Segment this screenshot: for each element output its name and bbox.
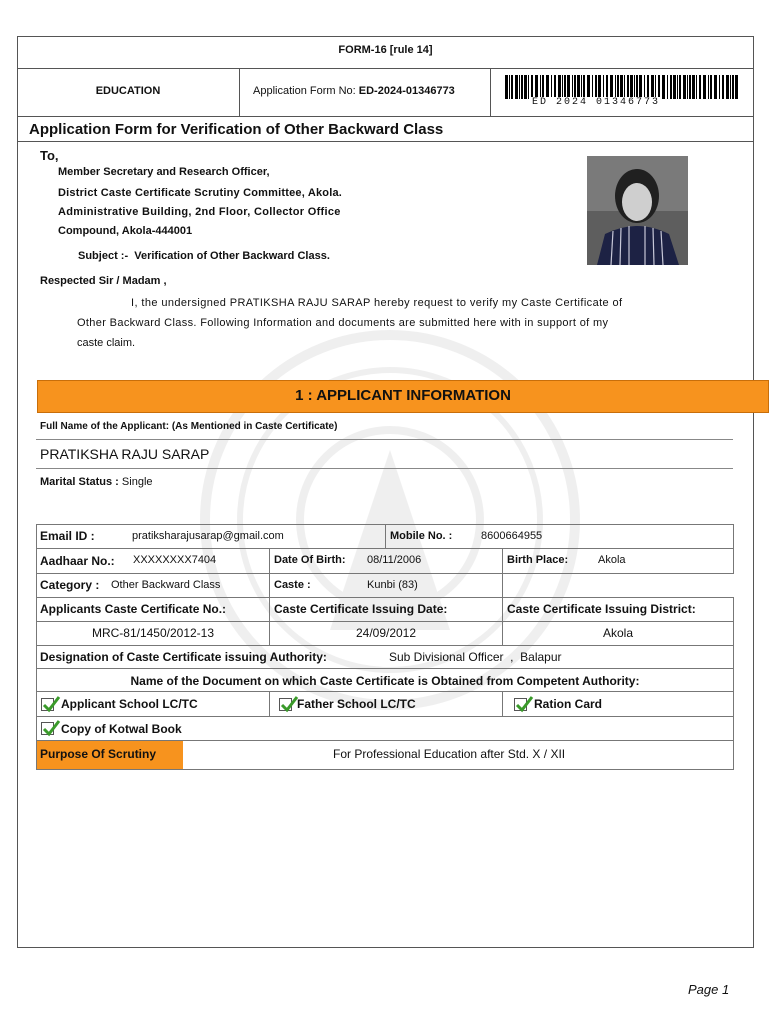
barcode-bar [615,75,616,99]
purpose-value: For Professional Education after Std. X / XII [333,747,566,761]
address-line-1: Member Secretary and Research Officer, [58,166,270,178]
address-line-2: District Caste Certificate Scrutiny Committee, Akola. [58,187,343,199]
barcode-bar [577,75,580,99]
documents-heading: Name of the Document on which Caste Certificate is Obtained from Competent Authority: [130,674,640,688]
aadhaar-label: Aadhaar No.: [40,554,115,568]
page-title: Application Form for Verification of Other Backward Class [29,121,444,138]
applicant-photo [587,156,688,265]
document-label-4: Copy of Kotwal Book [61,722,182,736]
barcode-bar [699,75,701,99]
barcode-bar [524,75,527,99]
ration-card-checkbox[interactable] [514,698,527,711]
aadhaar-value: XXXXXXXX7404 [133,554,217,566]
cert-date-value: 24/09/2012 [355,626,417,640]
document-label-2: Father School LC/TC [297,697,416,711]
marital-status-label: Marital Status : [40,476,119,488]
barcode-bar [624,75,625,99]
full-name-label: Full Name of the Applicant: (As Mentioned in Caste Certificate) [40,421,338,432]
cert-no-value: MRC-81/1450/2012-13 [91,626,215,640]
father-school-lc-checkbox[interactable] [279,698,292,711]
barcode-bar [673,75,676,99]
barcode-bar [651,75,654,99]
barcode-bar [679,75,681,99]
body-line-1: I, the undersigned PRATIKSHA RAJU SARAP hereby request to verify my Caste Certificate of [131,297,623,309]
barcode-bar [521,75,523,99]
barcode-bar [687,75,688,99]
email-value: pratiksharajusarap@gmail.com [132,530,284,542]
barcode-bar [509,75,510,99]
barcode-bar [558,75,561,99]
subject-text: Verification of Other Backward Class. [134,250,330,262]
barcode-bar [677,75,678,99]
barcode-bar [606,75,608,99]
barcode-bar [714,75,717,99]
document-label-3: Ration Card [534,697,603,711]
barcode-bar [627,75,629,99]
kotwal-book-checkbox[interactable] [41,722,54,735]
barcode-bar [603,75,604,99]
barcode-bar [692,75,695,99]
application-number-value: ED-2024-01346773 [358,85,455,97]
barcode-bar [535,75,538,99]
marital-status [40,476,153,488]
cert-no-label: Applicants Caste Certificate No.: [40,602,227,616]
barcode-bar [689,75,691,99]
dob-label: Date Of Birth: [274,554,346,566]
application-number [253,85,455,97]
check-icon [41,694,61,714]
barcode-bar [540,75,541,99]
authority-label: Designation of Caste Certificate issuing Authority: [40,650,327,664]
body-line-3: caste claim. [77,337,136,349]
category-value: Other Backward Class [111,579,221,591]
cert-district-value: Akola [602,626,634,640]
birthplace-value: Akola [598,554,626,566]
barcode-bar [639,75,642,99]
barcode-bar [598,75,601,99]
barcode-bar [528,75,529,99]
caste-value: Kunbi (83) [367,579,418,591]
barcode-bar [554,75,556,99]
page-number: Page 1 [688,982,730,997]
barcode-bar [572,75,573,99]
cert-district-label: Caste Certificate Issuing District: [507,602,696,616]
dob-value: 08/11/2006 [367,554,422,566]
barcode-bar [732,75,734,99]
barcode-bar [708,75,709,99]
check-icon [514,694,534,714]
section-heading: 1 : APPLICANT INFORMATION [295,387,511,404]
barcode-bar [730,75,731,99]
barcode-bar [636,75,638,99]
salutation: Respected Sir / Madam , [40,275,167,287]
barcode-bar [551,75,552,99]
address-to: To, [40,148,59,163]
authority-value: Sub Divisional Officer , Balapur [389,650,562,664]
document-label-1: Applicant School LC/TC [61,697,198,711]
barcode-bar [655,75,656,99]
barcode-bar [670,75,672,99]
barcode-text: ED 2024 01346773 [532,97,661,108]
full-name-value: PRATIKSHA RAJU SARAP [40,446,210,462]
barcode-bar [683,75,686,99]
category-label: Category : [40,578,100,592]
subject-label: Subject :- [78,250,129,262]
check-icon [279,694,299,714]
barcode-bar [634,75,635,99]
applicant-school-lc-checkbox[interactable] [41,698,54,711]
barcode-bar [564,75,566,99]
barcode-bar [696,75,697,99]
barcode-bar [620,75,623,99]
purpose-label: Purpose Of Scrutiny [40,747,157,761]
address-line-3: Administrative Building, 2nd Floor, Collector Office [58,206,341,218]
barcode-bar [567,75,570,99]
marital-status-value: Single [121,476,153,488]
body-line-2: Other Backward Class. Following Information and documents are submitted here with in support of my [77,317,609,329]
form-title: FORM-16 [rule 14] [338,44,433,56]
subject-line [78,250,330,262]
barcode-bar [617,75,619,99]
barcode-bar [515,75,518,99]
application-number-label: Application Form No: [253,85,356,97]
barcode-bar [592,75,593,99]
birthplace-label: Birth Place: [507,554,569,566]
barcode-bar [658,75,660,99]
check-icon [41,718,61,738]
barcode-bar [644,75,645,99]
barcode-bar [542,75,544,99]
barcode-bar [511,75,513,99]
barcode-bar [562,75,563,99]
mobile-value: 8600664955 [481,530,543,542]
barcode-bar [735,75,738,99]
barcode-bar [719,75,720,99]
email-label: Email ID : [40,529,95,543]
barcode-bar [587,75,590,99]
barcode-bar [703,75,706,99]
barcode-bar [647,75,649,99]
cert-date-label: Caste Certificate Issuing Date: [274,602,448,616]
caste-label: Caste : [274,579,311,591]
barcode-bar [581,75,582,99]
barcode-bar [630,75,633,99]
barcode-bar [583,75,585,99]
mobile-label: Mobile No. : [390,530,453,542]
barcode-bar [667,75,668,99]
barcode-bar [595,75,597,99]
barcode-bar [710,75,712,99]
barcode-bar [505,75,508,99]
barcode-bar [574,75,576,99]
barcode-bar [610,75,613,99]
barcode-bar [662,75,665,99]
barcode-bar [531,75,533,99]
barcode-bar [519,75,520,99]
barcode-bar [722,75,724,99]
barcode-bar [546,75,549,99]
barcode-bar [726,75,729,99]
department-label: EDUCATION [95,85,161,97]
address-line-4: Compound, Akola-444001 [58,225,193,237]
